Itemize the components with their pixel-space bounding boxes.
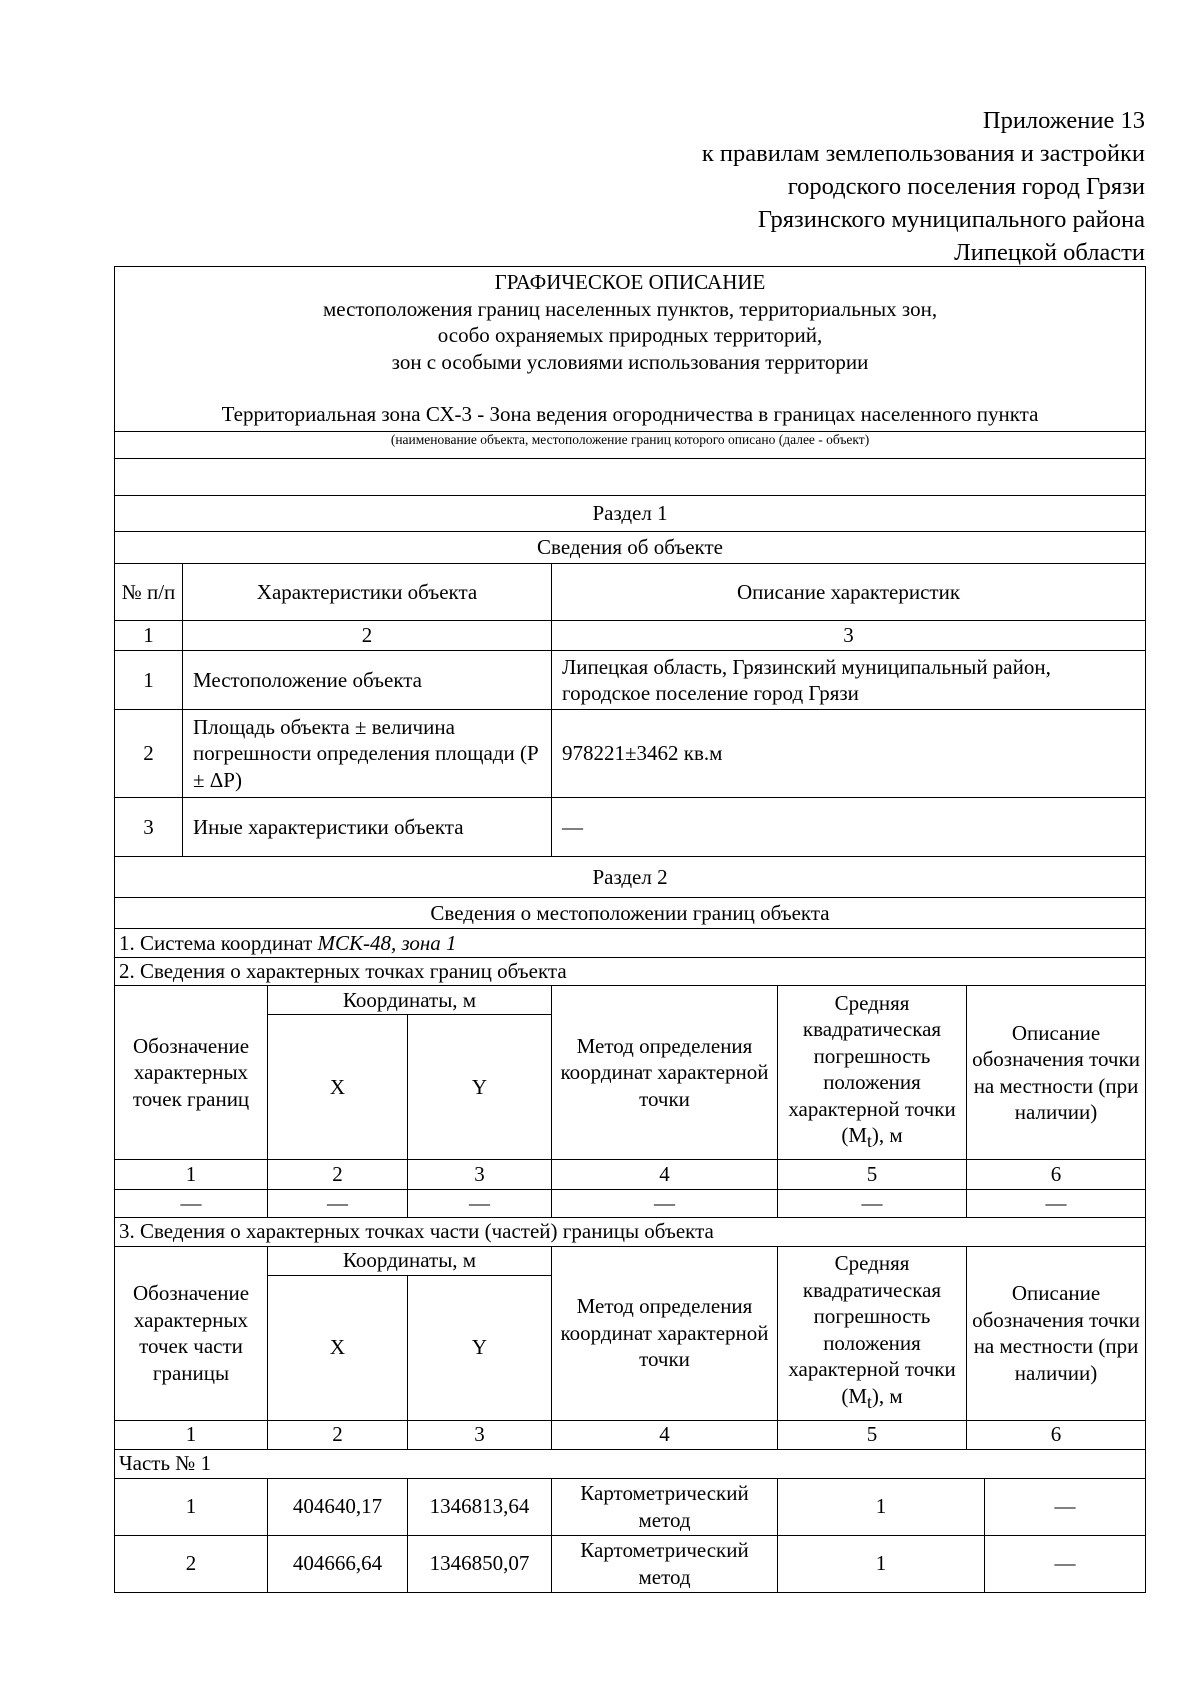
parts-title: 3. Сведения о характерных точках части (частей) границы объекта (115, 1217, 1146, 1246)
title-block (115, 267, 1146, 432)
header-y: Y (408, 1015, 552, 1160)
points-title-row (115, 958, 1146, 986)
row-number: 2 (115, 710, 183, 798)
table-row (115, 1535, 1146, 1592)
header-line-2: к правилам землепользования и застройки (701, 140, 1145, 167)
coord-system-label: 1. Система координат (119, 930, 318, 955)
row-number: 3 (115, 798, 183, 857)
object-name: Территориальная зона СХ-3 - Зона ведения огородничества в границах населенного пункта (221, 402, 1039, 426)
col-number: 2 (268, 1420, 408, 1449)
empty-cell: — (115, 1190, 268, 1218)
row-characteristic: Местоположение объекта (183, 651, 552, 710)
points-colnum-row (115, 1160, 1146, 1190)
header-designation: Обозначение характерных точек границ (115, 986, 268, 1160)
col-number: 1 (115, 1160, 268, 1190)
point-method: Картометрический метод (552, 1478, 778, 1535)
table-row (115, 710, 1146, 798)
header-num: № п/п (115, 564, 183, 621)
col-number: 3 (552, 621, 1146, 651)
point-y: 1346850,07 (408, 1535, 552, 1592)
header-coordinates: Координаты, м (268, 986, 552, 1015)
table-row (115, 798, 1146, 857)
section1-colnum-row (115, 621, 1146, 651)
section1-title-row (115, 496, 1146, 532)
header-line-5: Липецкой области (954, 239, 1145, 266)
section2-title: Раздел 2 (115, 857, 1146, 898)
col-number: 5 (778, 1160, 967, 1190)
point-number: 2 (115, 1535, 268, 1592)
point-x: 404666,64 (268, 1535, 408, 1592)
section1-title: Раздел 1 (115, 496, 1146, 532)
header-x: X (268, 1275, 408, 1420)
parts-header-row (115, 1246, 1146, 1275)
empty-cell: — (552, 1190, 778, 1218)
header-error: Средняя квадратическая погрешность положения характерной точки $(M_t)$, м (778, 986, 967, 1160)
points-empty-row (115, 1190, 1146, 1218)
row-characteristic: Площадь объекта ± величина погрешности определения площади (P ± ΔP) (183, 710, 552, 798)
header-y: Y (408, 1275, 552, 1420)
object-note-row (115, 432, 1146, 459)
point-description: — (985, 1535, 1146, 1592)
point-error: 1 (778, 1535, 985, 1592)
col-number: 3 (408, 1420, 552, 1449)
empty-cell: — (778, 1190, 967, 1218)
row-description: — (552, 798, 1146, 857)
parts-colnum-row (115, 1420, 1146, 1449)
header-line-3: городского поселения город Грязи (787, 173, 1145, 200)
col-number: 6 (967, 1420, 1146, 1449)
point-method: Картометрический метод (552, 1535, 778, 1592)
col-number: 2 (183, 621, 552, 651)
graphic-description-table (114, 266, 1146, 1593)
section2-title-row (115, 857, 1146, 898)
point-number: 1 (115, 1478, 268, 1535)
row-description: Липецкая область, Грязинский муниципальный район, городское поселение город Грязи (552, 651, 1146, 710)
header-description: Описание характеристик (552, 564, 1146, 621)
header-error: Средняя квадратическая погрешность положения характерной точки $(M_t)$, м (778, 1246, 967, 1420)
col-number: 4 (552, 1160, 778, 1190)
section1-subtitle-row (115, 532, 1146, 564)
coord-system-value: МСК-48, зона 1 (317, 930, 457, 955)
part-label-row (115, 1449, 1146, 1478)
point-description: — (985, 1478, 1146, 1535)
points-header-row (115, 986, 1146, 1015)
header-designation-part: Обозначение характерных точек части границы (115, 1246, 268, 1420)
title-line-1: местоположения границ населенных пунктов, территориальных зон, (322, 296, 938, 321)
col-number: 6 (967, 1160, 1146, 1190)
section2-subtitle-row (115, 898, 1146, 929)
row-description: 978221±3462 кв.м (552, 710, 1146, 798)
header-point-description: Описание обозначения точки на местности (при наличии) (967, 986, 1146, 1160)
point-x: 404640,17 (268, 1478, 408, 1535)
col-number: 1 (115, 621, 183, 651)
col-number: 2 (268, 1160, 408, 1190)
title-block-row (115, 267, 1146, 432)
appendix-number: Приложение 13 (982, 107, 1145, 134)
parts-title-row (115, 1217, 1146, 1246)
header-method: Метод определения координат характерной точки (552, 986, 778, 1160)
header-x: X (268, 1015, 408, 1160)
object-note: (наименование объекта, местоположение границ которого описано (далее - объект) (115, 432, 1146, 459)
document-header (0, 104, 1145, 269)
table-row (115, 651, 1146, 710)
title-line-2: особо охраняемых природных территорий, (437, 323, 823, 347)
point-y: 1346813,64 (408, 1478, 552, 1535)
section1-subtitle: Сведения об объекте (115, 532, 1146, 564)
section2-subtitle: Сведения о местоположении границ объекта (115, 898, 1146, 929)
empty-cell: — (967, 1190, 1146, 1218)
points-title: 2. Сведения о характерных точках границ объекта (115, 958, 1146, 986)
header-characteristic: Характеристики объекта (183, 564, 552, 621)
title-line-3: зон с особыми условиями использования территории (391, 349, 869, 374)
row-characteristic: Иные характеристики объекта (183, 798, 552, 857)
col-number: 1 (115, 1420, 268, 1449)
col-number: 4 (552, 1420, 778, 1449)
empty-cell: — (268, 1190, 408, 1218)
col-number: 3 (408, 1160, 552, 1190)
header-coordinates: Координаты, м (268, 1246, 552, 1275)
blank-cell (115, 459, 1146, 496)
coord-system (115, 929, 1146, 958)
document-title: ГРАФИЧЕСКОЕ ОПИСАНИЕ (494, 270, 766, 294)
table-row (115, 1478, 1146, 1535)
point-error: 1 (778, 1478, 985, 1535)
blank-row (115, 459, 1146, 496)
section1-header-row (115, 564, 1146, 621)
header-method: Метод определения координат характерной точки (552, 1246, 778, 1420)
header-point-description: Описание обозначения точки на местности (при наличии) (967, 1246, 1146, 1420)
part-label: Часть № 1 (115, 1449, 1146, 1478)
empty-cell: — (408, 1190, 552, 1218)
coord-system-row (115, 929, 1146, 958)
row-number: 1 (115, 651, 183, 710)
header-line-4: Грязинского муниципального района (757, 206, 1145, 233)
col-number: 5 (778, 1420, 967, 1449)
